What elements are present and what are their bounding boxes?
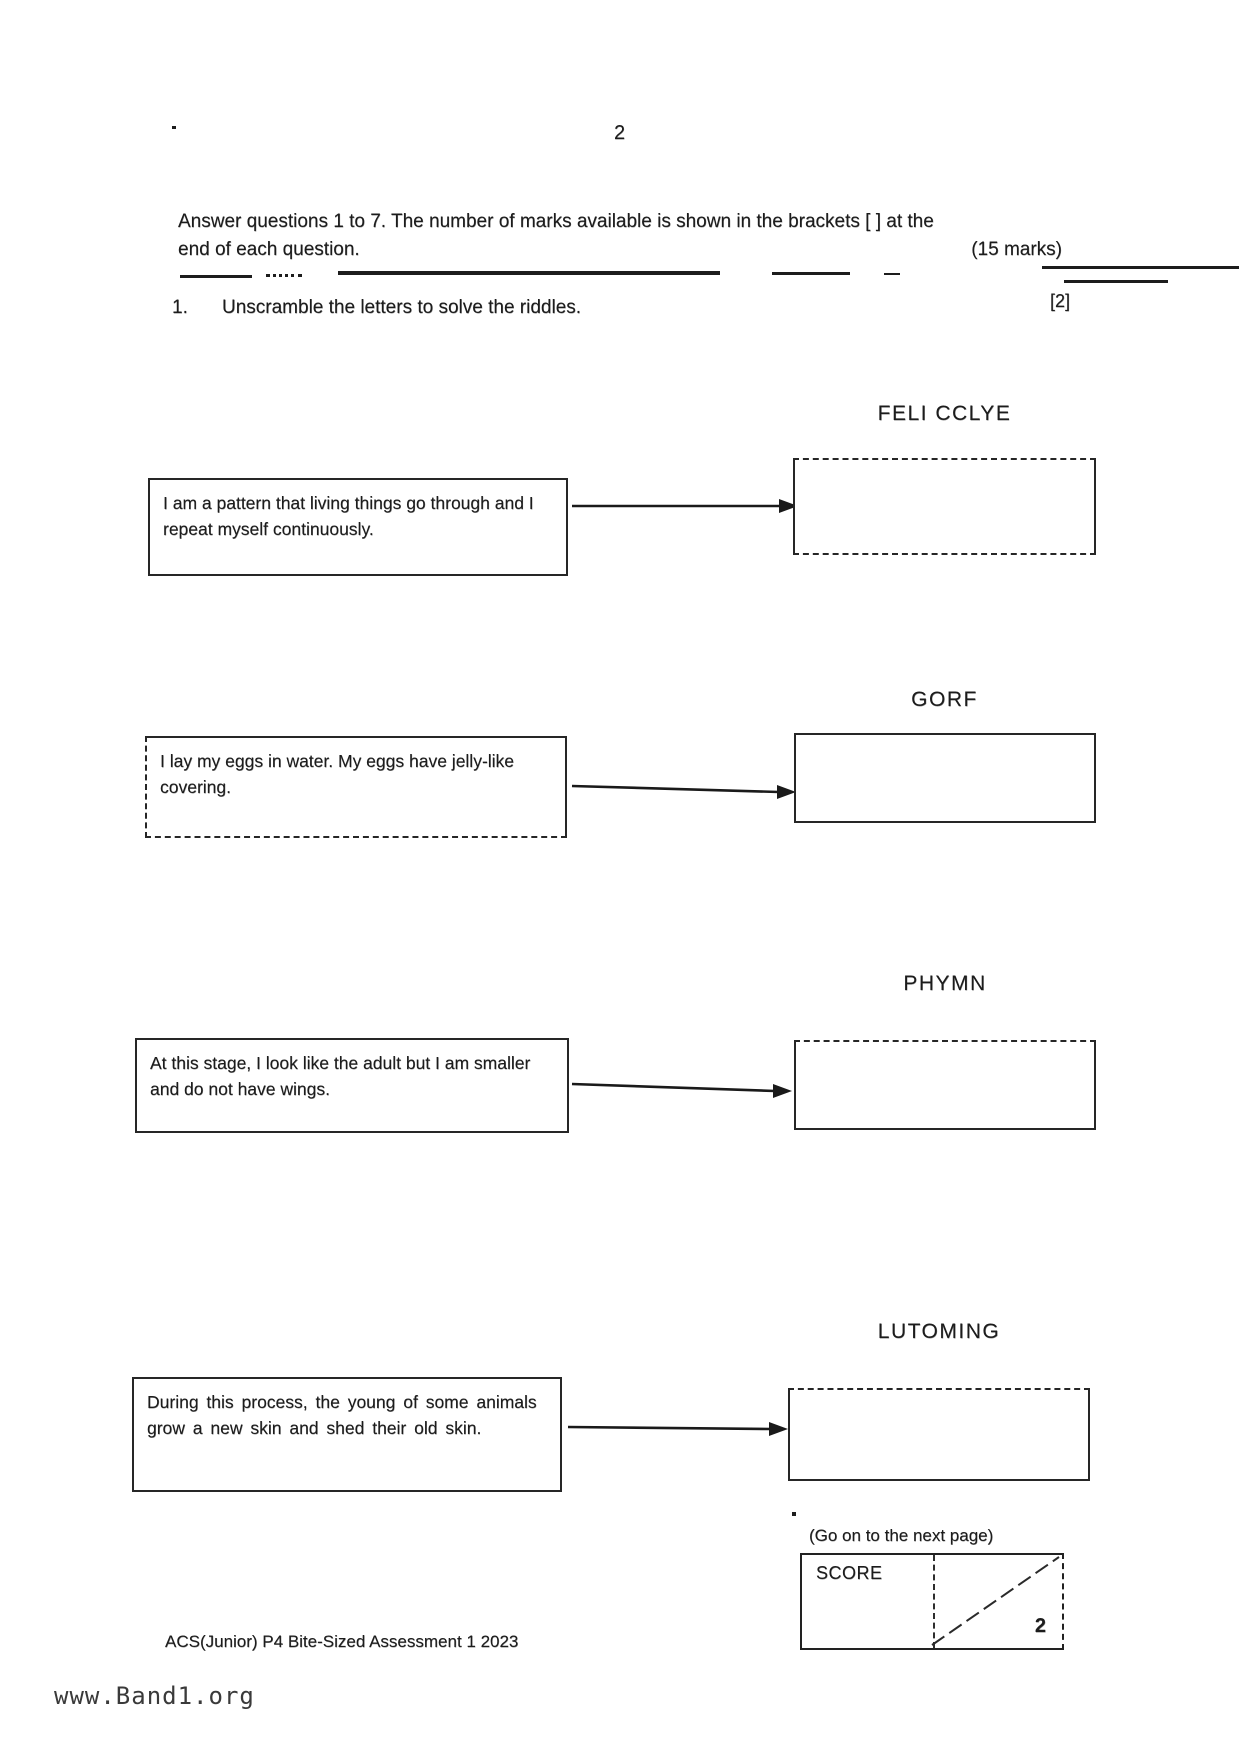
- instructions: [178, 208, 1062, 264]
- score-box[interactable]: [800, 1553, 1064, 1650]
- answer-box-1[interactable]: [793, 458, 1096, 555]
- arrow-right-icon: [572, 778, 796, 802]
- score-label: SCORE: [816, 1563, 883, 1583]
- riddle-clue-4: During this process, the young of some animals grow a new skin and shed their old skin.: [132, 1377, 562, 1492]
- answer-box-2[interactable]: [794, 733, 1096, 823]
- arrow-right-icon: [572, 1076, 792, 1100]
- arrow-right-icon: [570, 496, 798, 516]
- scrambled-word-2: GORF: [911, 688, 978, 711]
- scan-speck: [792, 1512, 796, 1516]
- instructions-line-2: end of each question.: [178, 239, 360, 260]
- riddle-clue-1: I am a pattern that living things go through and I repeat myself continuously.: [148, 478, 568, 576]
- scan-artifact-line: [180, 275, 252, 278]
- scan-artifact-line: [1064, 280, 1168, 283]
- page-number: 2: [613, 122, 626, 144]
- answer-box-3[interactable]: [794, 1040, 1096, 1130]
- score-page-number: 2: [1034, 1615, 1046, 1637]
- scan-artifact-line: [884, 273, 900, 275]
- next-page-note: (Go on to the next page): [809, 1526, 994, 1545]
- question-number: 1.: [172, 297, 188, 318]
- watermark: www.Band1.org: [54, 1682, 255, 1710]
- answer-box-4[interactable]: [788, 1388, 1090, 1481]
- total-marks: (15 marks): [971, 239, 1062, 260]
- scrambled-word-3: PHYMN: [903, 972, 987, 995]
- assessment-title: ACS(Junior) P4 Bite-Sized Assessment 1 2023: [165, 1632, 519, 1651]
- score-diagonal-line: [802, 1555, 1061, 1647]
- scrambled-word-4: LUTOMING: [877, 1320, 1001, 1343]
- question-marks: [2]: [1050, 291, 1071, 311]
- riddle-clue-3: At this stage, I look like the adult but I am smaller and do not have wings.: [135, 1038, 569, 1133]
- arrow-right-icon: [568, 1418, 788, 1438]
- riddle-clue-2: I lay my eggs in water. My eggs have jelly-like covering.: [145, 736, 567, 838]
- question-text: Unscramble the letters to solve the riddles.: [222, 297, 582, 318]
- instructions-line-1: Answer questions 1 to 7. The number of marks available is shown in the brackets [ ] at the: [178, 211, 934, 232]
- scan-artifact-line: [338, 271, 720, 275]
- scrambled-word-1: FELI CCLYE: [877, 402, 1012, 425]
- scan-artifact-line: [266, 272, 302, 277]
- scan-artifact-line: [1042, 266, 1239, 269]
- scan-artifact-line: [772, 272, 850, 275]
